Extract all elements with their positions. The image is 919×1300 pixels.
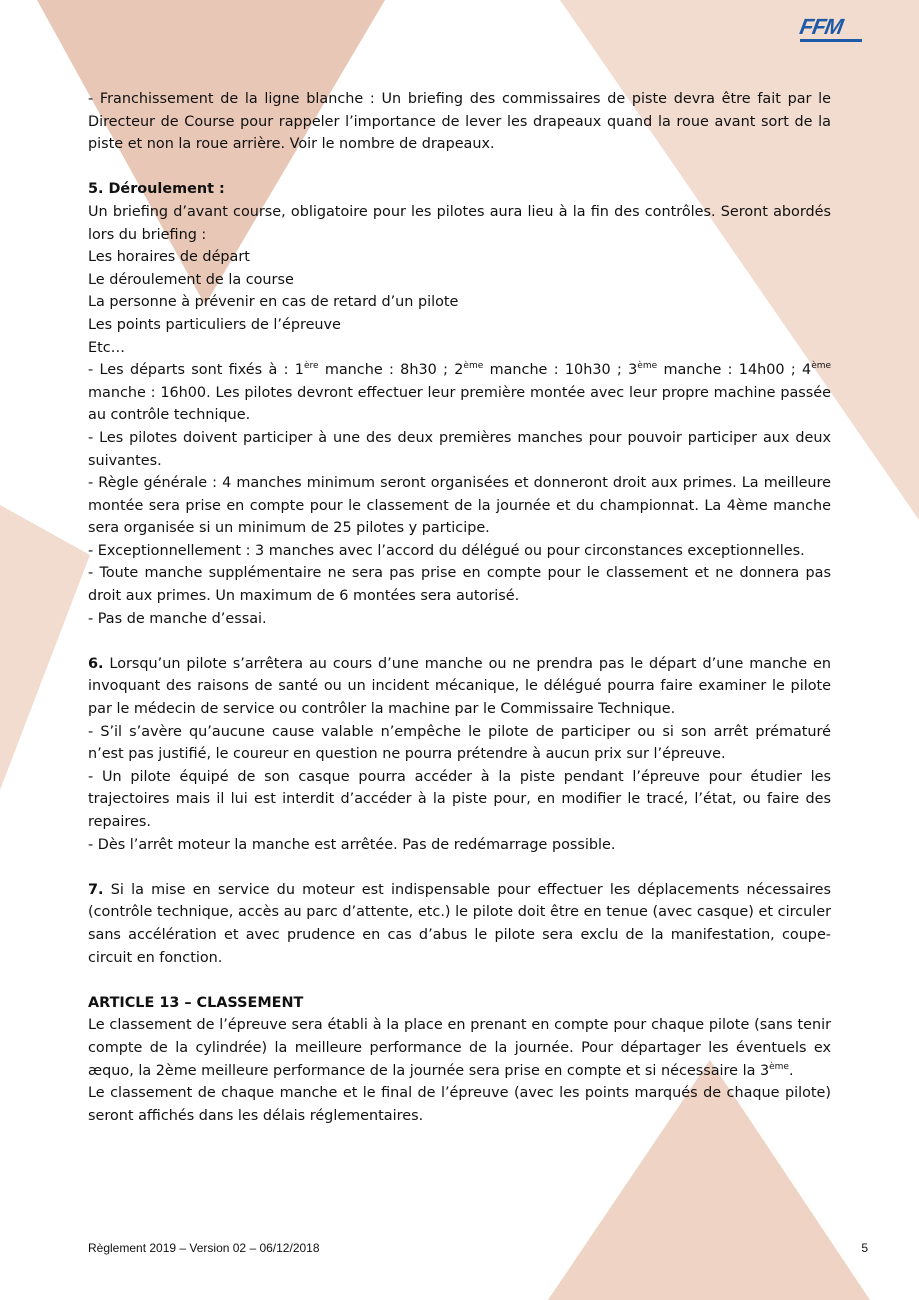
article-13-heading: ARTICLE 13 – CLASSEMENT [88, 994, 304, 1011]
list-item: La personne à prévenir en cas de retard d’un pilote [88, 294, 459, 311]
section-6-bullet: - Un pilote équipé de son casque pourra accéder à la piste pendant l’épreuve pour étudier les trajectoires mais il lui est interdit d’accéder à la piste pour, en modifier le tracé, l’état, ou faire des repaires. [88, 768, 831, 830]
page-number: 5 [861, 1241, 868, 1255]
page-content [88, 88, 831, 1127]
ffm-logo: FFM [800, 16, 862, 42]
section-6-bullet: - Dès l’arrêt moteur la manche est arrêtée. Pas de redémarrage possible. [88, 836, 616, 853]
page-footer [88, 1241, 868, 1255]
section-6-bullet: - S’il s’avère qu’aucune cause valable n’empêche le pilote de participer ou si son arrêt prématuré n’est pas justifié, le coureur en question ne pourra prétendre à aucun prix sur l’épreuve. [88, 723, 831, 763]
bullet-manche-supplementaire: - Toute manche supplémentaire ne sera pas prise en compte pour le classement et ne donnera pas droit aux primes. Un maximum de 6 montées sera autorisé. [88, 565, 831, 605]
list-item: Le déroulement de la course [88, 271, 294, 288]
departs-paragraph: - Les départs sont fixés à : 1ère manche : 8h30 ; 2ème manche : 10h30 ; 3ème manche : 14h00 ; 4ème manche : 16h00. Les pilotes devront effectuer leur première montée avec leur propre machine passée au contrôle technique. [88, 361, 832, 424]
article-13-paragraph: Le classement de l’épreuve sera établi à la place en prenant en compte pour chaque pilote (sans tenir compte de la cylindrée) la meilleure performance de la journée. Pour départager les éventuels ex æquo, la 2ème meilleure performance de la journée sera prise en compte et si nécessaire la 3ème. [88, 1017, 831, 1079]
list-item: Etc… [88, 339, 126, 356]
article-13-paragraph: Le classement de chaque manche et le final de l’épreuve (avec les points marqués de chaque pilote) seront affichés dans les délais réglementaires. [88, 1085, 831, 1124]
bullet-exceptionnellement: - Exceptionnellement : 3 manches avec l’accord du délégué ou pour circonstances exceptionnelles. [88, 542, 805, 559]
section-5-intro: Un briefing d’avant course, obligatoire pour les pilotes aura lieu à la fin des contrôles. Seront abordés lors du briefing : [88, 203, 831, 243]
list-item: Les horaires de départ [88, 249, 250, 266]
bullet-pas-essai: - Pas de manche d’essai. [88, 610, 267, 627]
paragraph-ligne-blanche: - Franchissement de la ligne blanche : Un briefing des commissaires de piste devra être fait par le Directeur de Course pour rappeler l’importance de lever les drapeaux quand la roue avant sort de la piste et non la roue arrière. Voir le nombre de drapeaux. [88, 91, 831, 153]
bullet-regle-generale: - Règle générale : 4 manches minimum seront organisées et donneront droit aux primes. La meilleure montée sera prise en compte pour le classement de la journée et du championnat. La 4ème manche sera organisée si un minimum de 25 pilotes y participe. [88, 475, 831, 537]
section-7-paragraph: 7. Si la mise en service du moteur est indispensable pour effectuer les déplacements nécessaires (contrôle technique, accès au parc d’attente, etc.) le pilote doit être en tenue (avec casque) et circuler sans accélération et avec prudence en cas d’abus le pilote sera exclu de la manifestation, coupe-circuit en fonction. [88, 881, 831, 966]
footer-version: Règlement 2019 – Version 02 – 06/12/2018 [88, 1241, 320, 1255]
section-6-paragraph: 6. Lorsqu’un pilote s’arrêtera au cours d’une manche ou ne prendra pas le départ d’une manche en invoquant des raisons de santé ou un incident mécanique, le délégué pourra faire examiner le pilote par le médecin de service ou contrôler la machine par le Commissaire Technique. [88, 655, 831, 718]
list-item: Les points particuliers de l’épreuve [88, 316, 341, 333]
bullet-participation: - Les pilotes doivent participer à une des deux premières manches pour pouvoir participer aux deux suivantes. [88, 429, 831, 469]
left-triangle [0, 505, 90, 790]
section-5-heading: 5. Déroulement : [88, 181, 225, 198]
